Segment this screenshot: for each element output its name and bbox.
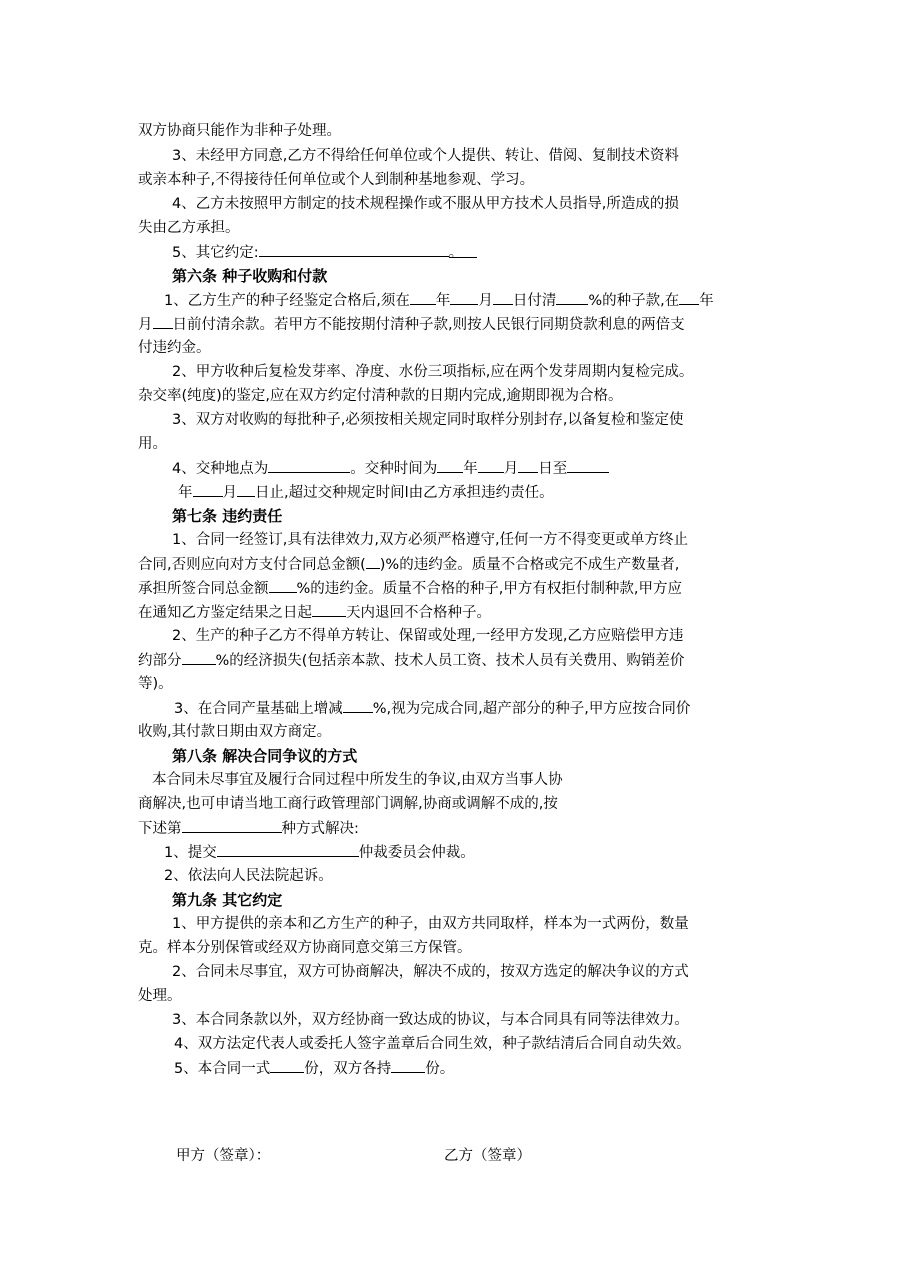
text-line: 或亲本种子,不得接待任何单位或个人到制种基地参观、学习。 bbox=[138, 172, 535, 188]
text-line: 商解决,也可申请当地工商行政管理部门调解,协商或调解不成的,按 bbox=[138, 796, 558, 812]
text-line: 1、合同一经签订,具有法律效力,双方必须严格遵守,任何一方不得变更或单方终止 bbox=[172, 532, 689, 548]
text-line: 2、甲方收种后复检发芽率、净度、水份三项指标,应在两个发芽周期内复检完成。 bbox=[172, 364, 694, 380]
text-line: 3、双方对收购的每批种子,必须按相关规定同时取样分别封存,以备复检和鉴定使 bbox=[172, 412, 684, 428]
text-line: 付违约金。 bbox=[138, 340, 211, 356]
text-line: 1、提交 仲裁委员会仲裁。 bbox=[164, 842, 475, 863]
text-line: 本合同未尽事宜及履行合同过程中所发生的争议,由双方当事人协 bbox=[152, 772, 563, 788]
text-line: 4、乙方未按照甲方制定的技术规程操作或不服从甲方技术人员指导,所造成的损 bbox=[172, 196, 679, 212]
party-b-signature-label: 乙方（签章） bbox=[444, 1148, 531, 1164]
text-line: 3、在合同产量基础上增减 %,视为完成合同,超产部分的种子,甲方应按合同价 bbox=[174, 698, 690, 719]
text-line: 双方协商只能作为非种子处理。 bbox=[138, 123, 341, 139]
text-line: 等)。 bbox=[138, 676, 173, 692]
text-line: 1、乙方生产的种子经鉴定合格后,须在 年 月 日付清 %的种子款,在 年 bbox=[164, 290, 714, 311]
text-line: 年 月 日止,超过交种规定时间l由乙方承担违约责任。 bbox=[178, 482, 554, 503]
text-line: 2、依法向人民法院起诉。 bbox=[164, 868, 333, 884]
text-line: 约部分 %的经济损失(包括亲本款、技术人员工资、技术人员有关费用、购销差价 bbox=[138, 650, 684, 671]
section-heading-6: 第六条 种子收购和付款 bbox=[172, 267, 328, 285]
text-line: 在通知乙方鉴定结果之日起 天内退回不合格种子。 bbox=[138, 602, 491, 623]
text-line: 用。 bbox=[138, 436, 167, 452]
text-line: 月 日前付清余款。若甲方不能按期付清种子款,则按人民银行同期贷款利息的两倍支 bbox=[138, 314, 685, 335]
section-heading-7: 第七条 违约责任 bbox=[172, 507, 283, 525]
text-line: 3、本合同条款以外，双方经协商一致达成的协议，与本合同具有同等法律效力。 bbox=[172, 1012, 689, 1028]
text-line: 下述第 种方式解决: bbox=[138, 818, 359, 839]
party-a-signature-label: 甲方（签章）： bbox=[176, 1148, 271, 1164]
text-line: 失由乙方承担。 bbox=[138, 220, 240, 236]
section-heading-9: 第九条 其它约定 bbox=[172, 891, 283, 909]
blank-field bbox=[259, 242, 449, 257]
section-heading-8: 第八条 解决合同争议的方式 bbox=[172, 747, 358, 765]
text-line: 3、未经甲方同意,乙方不得给任何单位或个人提供、转让、借阅、复制技术资料 bbox=[172, 148, 679, 164]
text-line: 处理。 bbox=[138, 988, 182, 1004]
text-line: 4、交种地点为 。交种时间为 年 月 日至 bbox=[172, 458, 609, 479]
text-line: 合同,否则应向对方支付合同总金额( )%的违约金。质量不合格或完不成生产数量者, bbox=[138, 554, 679, 575]
text-line: 2、合同未尽事宜，双方可协商解决，解决不成的，按双方选定的解决争议的方式 bbox=[172, 964, 689, 980]
text-line: 承担所签合同总金额 %的违约金。质量不合格的种子,甲方有权拒付制种款,甲方应 bbox=[138, 578, 682, 599]
other-agreement-line: 5、其它约定: 。 bbox=[172, 242, 477, 263]
text-line: 杂交率(纯度)的鉴定,应在双方约定付清种款的日期内完成,逾期即视为合格。 bbox=[138, 388, 623, 404]
text-line: 收购,其付款日期由双方商定。 bbox=[138, 724, 332, 740]
text-line: 4、双方法定代表人或委托人签字盖章后合同生效，种子款结清后合同自动失效。 bbox=[174, 1036, 691, 1052]
text-line: 1、甲方提供的亲本和乙方生产的种子，由双方共同取样，样本为一式两份，数量 bbox=[172, 916, 689, 932]
text-line: 2、生产的种子乙方不得单方转让、保留或处理,一经甲方发现,乙方应赔偿甲方违 bbox=[172, 628, 684, 644]
text-line: 克。样本分别保管或经双方协商同意交第三方保管。 bbox=[138, 940, 472, 956]
text-line: 5、本合同一式 份，双方各持 份。 bbox=[174, 1058, 454, 1079]
